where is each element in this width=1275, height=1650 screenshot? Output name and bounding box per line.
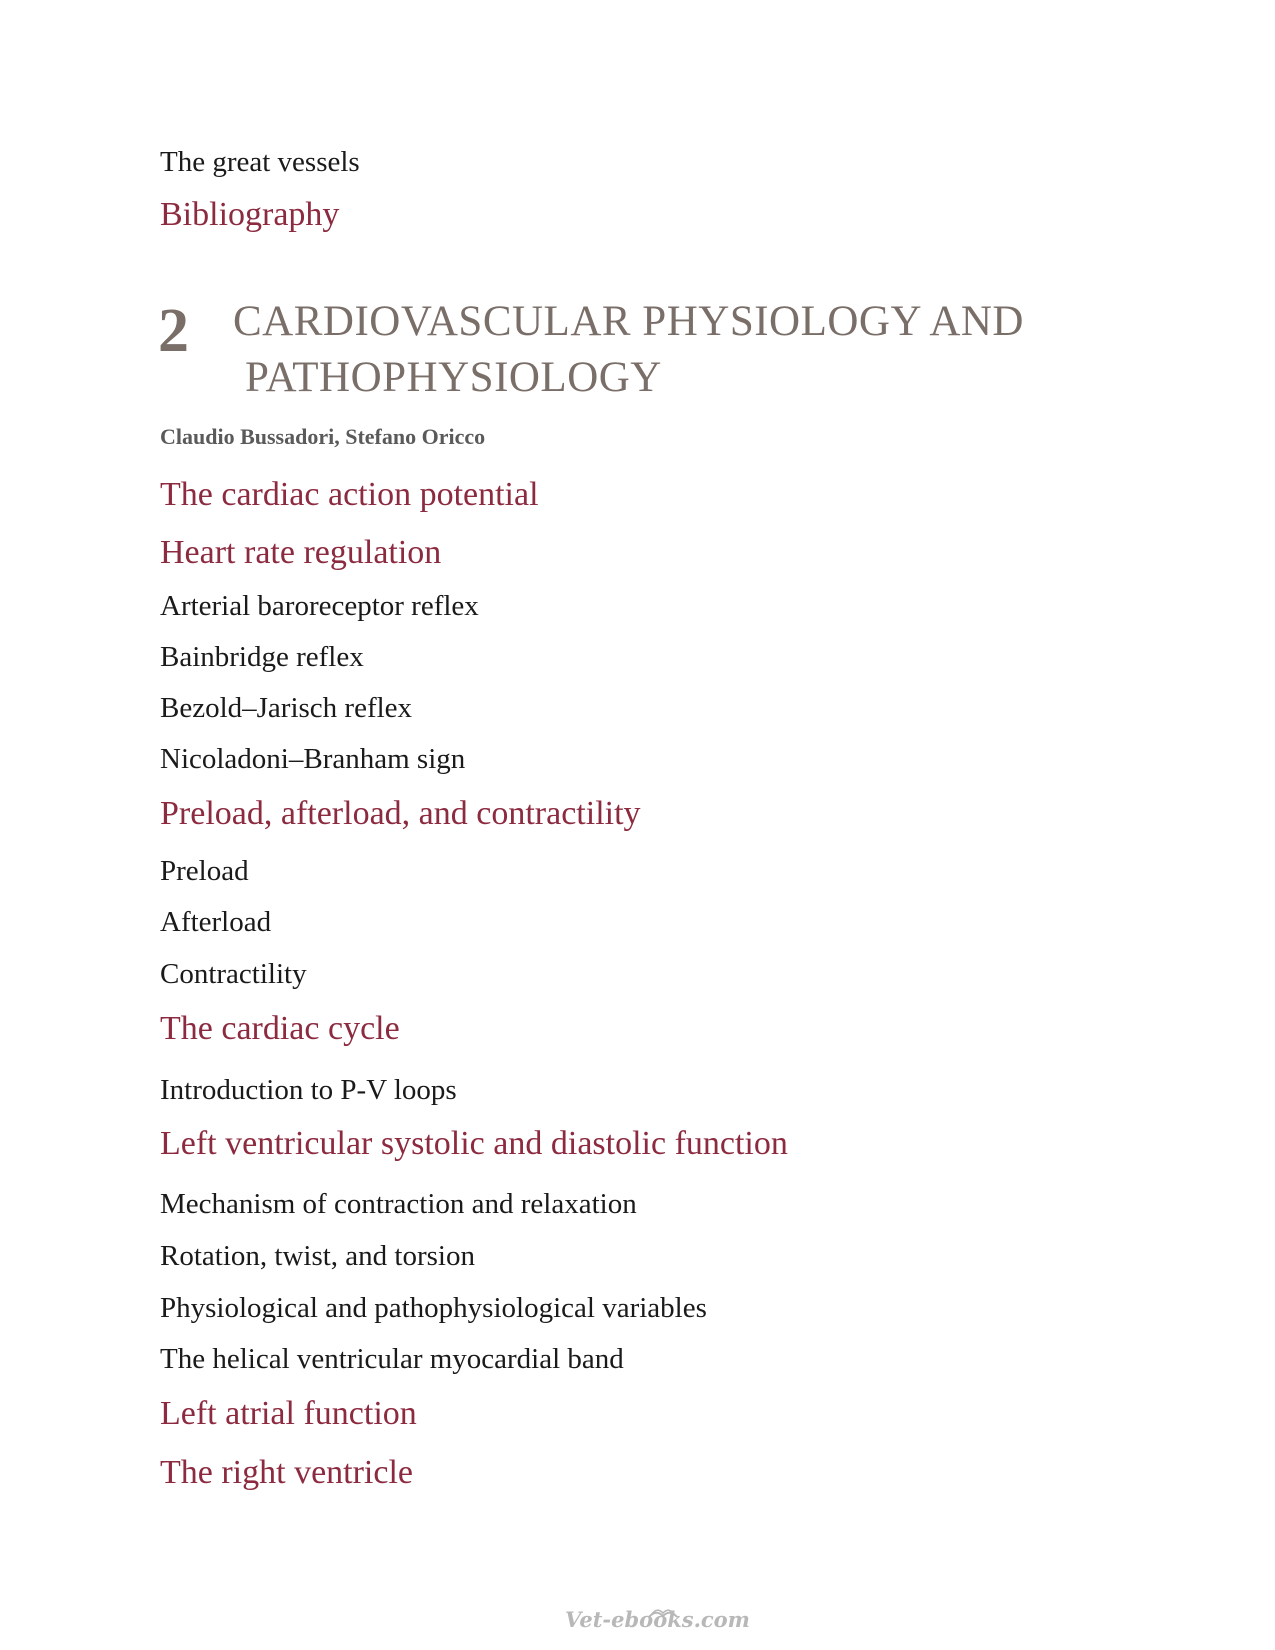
toc-entry-section[interactable]: The right ventricle [160, 1454, 414, 1491]
chapter-number: 2 [158, 297, 189, 365]
chapter-title-line1[interactable]: CARDIOVASCULAR PHYSIOLOGY AND [233, 298, 1024, 345]
toc-entry-sub[interactable]: Afterload [160, 906, 272, 938]
toc-entry-sub[interactable]: Arterial baroreceptor reflex [160, 590, 479, 622]
toc-entry-section[interactable]: Bibliography [160, 196, 340, 233]
toc-entry-section[interactable]: Heart rate regulation [160, 534, 442, 571]
watermark-logo [565, 1605, 750, 1637]
chapter-title-line2[interactable]: PATHOPHYSIOLOGY [245, 354, 662, 401]
toc-entry-section[interactable]: Preload, afterload, and contractility [160, 795, 641, 832]
toc-entry-section[interactable]: Left atrial function [160, 1395, 417, 1432]
toc-entry-sub[interactable]: Nicoladoni–Branham sign [160, 743, 466, 775]
toc-entry-sub[interactable]: Mechanism of contraction and relaxation [160, 1188, 637, 1220]
toc-entry-sub[interactable]: Rotation, twist, and torsion [160, 1240, 475, 1272]
toc-entry-sub[interactable]: Bezold–Jarisch reflex [160, 692, 413, 724]
toc-entry-section[interactable]: The cardiac cycle [160, 1010, 400, 1047]
toc-entry-sub[interactable]: Preload [160, 855, 249, 887]
chapter-authors: Claudio Bussadori, Stefano Oricco [160, 424, 486, 449]
toc-entry-sub[interactable]: The helical ventricular myocardial band [160, 1343, 624, 1375]
book-icon [647, 1605, 679, 1619]
toc-entry-section[interactable]: Left ventricular systolic and diastolic function [160, 1125, 788, 1162]
toc-entry-section[interactable]: The cardiac action potential [160, 476, 539, 513]
toc-entry-sub[interactable]: Contractility [160, 958, 307, 990]
watermark-text: Vet-ebooks.com [565, 1607, 750, 1632]
toc-entry-sub[interactable]: Introduction to P-V loops [160, 1074, 457, 1106]
toc-entry-sub[interactable]: Physiological and pathophysiological variables [160, 1292, 707, 1324]
toc-entry-sub[interactable]: The great vessels [160, 146, 360, 178]
toc-entry-sub[interactable]: Bainbridge reflex [160, 641, 364, 673]
